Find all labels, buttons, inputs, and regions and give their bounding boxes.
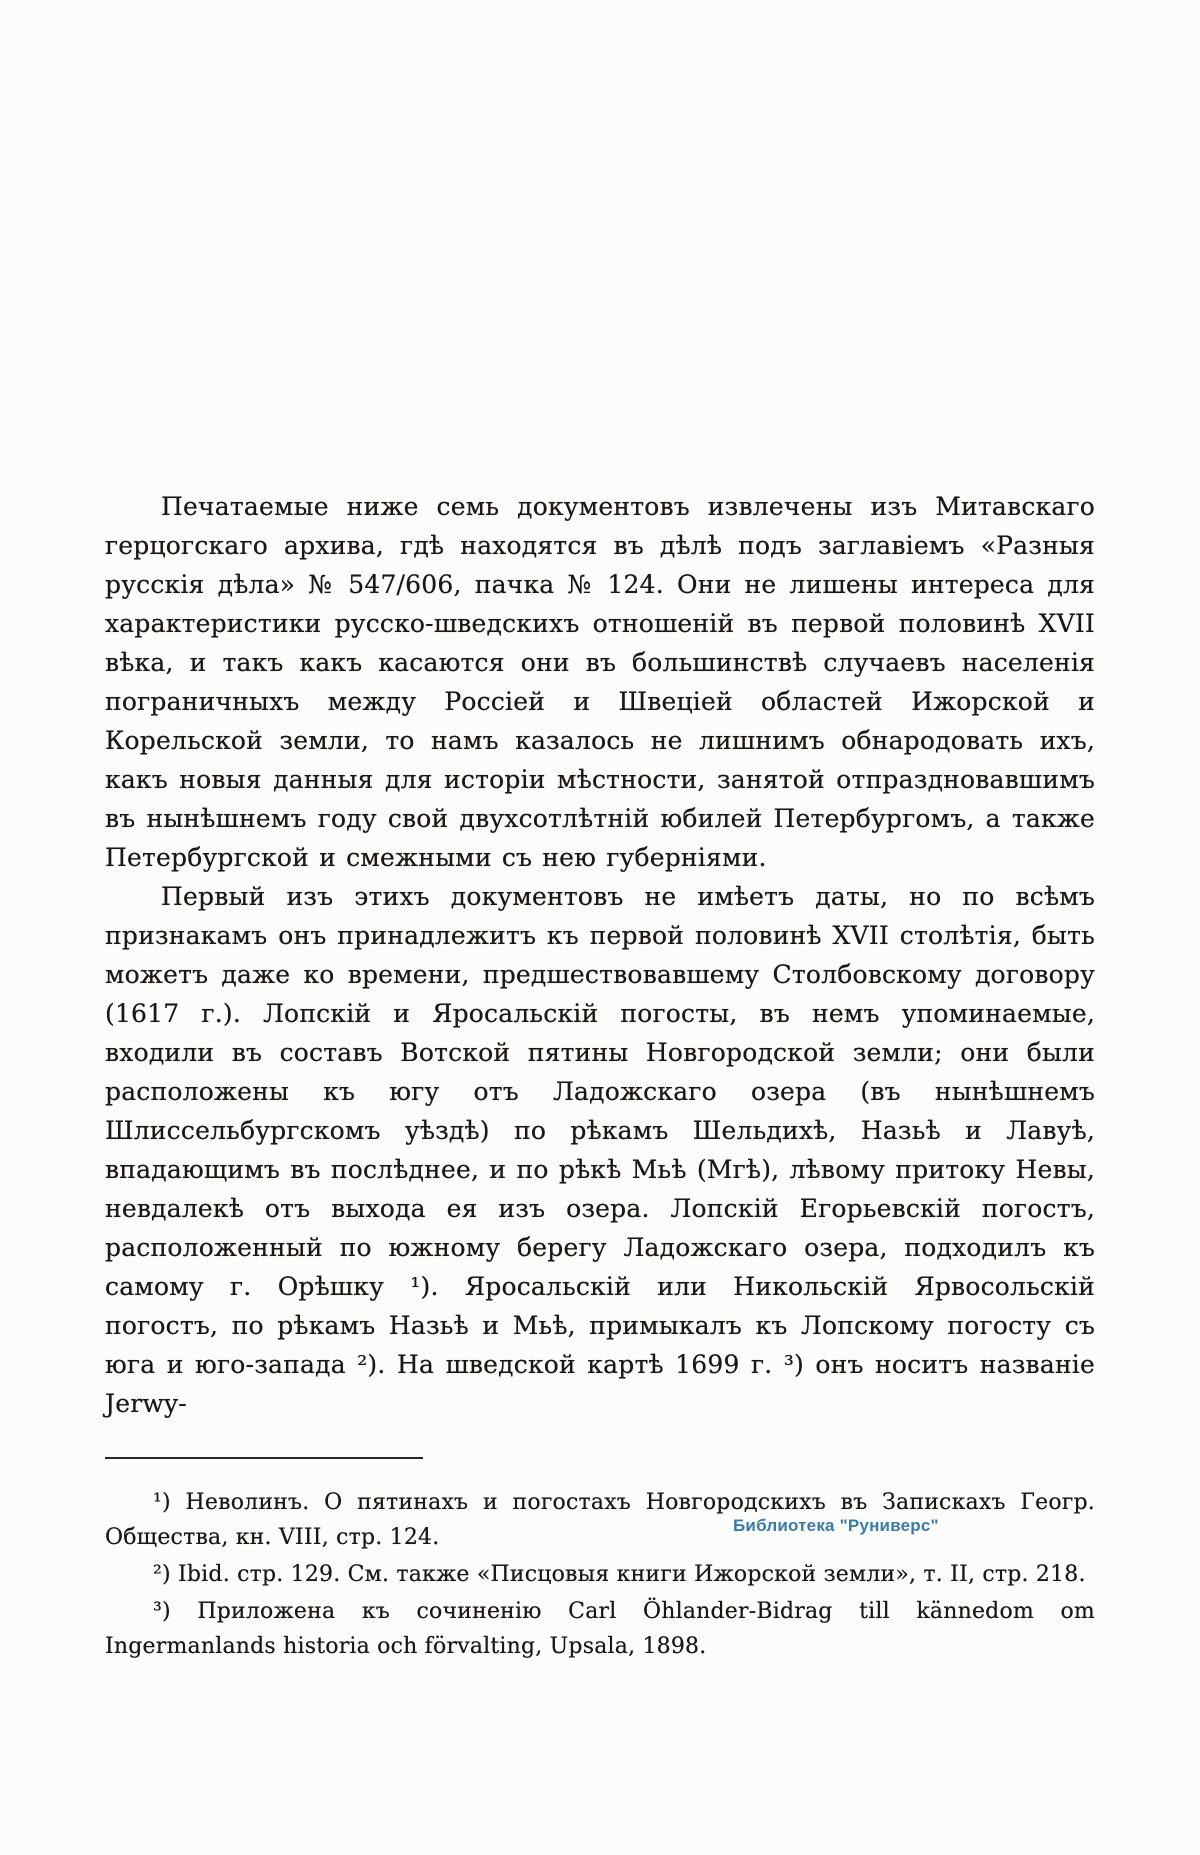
paragraph-first-document: Первый изъ этихъ документовъ не имѣетъ даты, но по всѣмъ признакамъ онъ принадлежитъ къ первой половинѣ XVII столѣтія, быть можетъ даже ко времени, предшествовавшему Столбовскому договору (1617 г.). Лопскій и Яросальскій погосты, въ немъ упоминаемые, входили въ составъ Вотской пятины Новгородской земли; они были расположены къ югу отъ Ладожскаго озера (въ нынѣшнемъ Шлиссельбургскомъ уѣздѣ) по рѣкамъ Шельдихѣ, Назьѣ и Лавуѣ, впадающимъ въ послѣднее, и по рѣкѣ Мьѣ (Мгѣ), лѣвому притоку Невы, невдалекѣ отъ выхода ея изъ озера. Лопскій Егорьевскій погостъ, расположенный по южному берегу Ладожскаго озера, подходилъ къ самому г. Орѣшку ¹). Яросальскій или Никольскій Ярвосольскій погостъ, по рѣкамъ Назьѣ и Мьѣ, примыкалъ къ Лопскому погосту съ юга и юго-запада ²). На шведской картѣ 1699 г. ³) онъ носитъ названіе Jerwy-: [105, 882, 1095, 1418]
footnote-3: ³) Приложена къ сочиненію Carl Öhlander-Bidrag till kännedom om Ingermanlands historia och förvalting, Upsala, 1898.: [105, 1599, 1095, 1659]
paragraph-intro: Печатаемые ниже семь документовъ извлечены изъ Митавскаго герцогскаго архива, гдѣ находятся въ дѣлѣ подъ заглавіемъ «Разныя русскія дѣла» № 547/606, пачка № 124. Они не лишены интереса для характеристики русско-шведскихъ отношеній въ первой половинѣ XVII вѣка, и такъ какъ касаются они въ большинствѣ случаевъ населенія пограничныхъ между Россіей и Швеціей областей Ижорской и Корельской земли, то намъ казалось не лишнимъ обнародовать ихъ, какъ новыя данныя для исторіи мѣстности, занятой отпраздновавшимъ въ нынѣшнемъ году свой двухсотлѣтній юбилей Петербургомъ, а также Петербургской и смежными съ нею губерніями.: [105, 492, 1095, 872]
footnote-1: ¹) Неволинъ. О пятинахъ и погостахъ Новгородскихъ въ Запискахъ Геогр. Общества, кн. VIII, стр. 124.: [105, 1490, 1095, 1550]
footnote-separator: [105, 1457, 423, 1459]
library-watermark: Библиотека "Руниверс": [733, 1516, 939, 1535]
page-text-block: [105, 487, 1095, 1666]
footnote-2: ²) Ibid. стр. 129. См. также «Писцовыя книги Ижорской земли», т. II, стр. 218.: [153, 1562, 1086, 1587]
